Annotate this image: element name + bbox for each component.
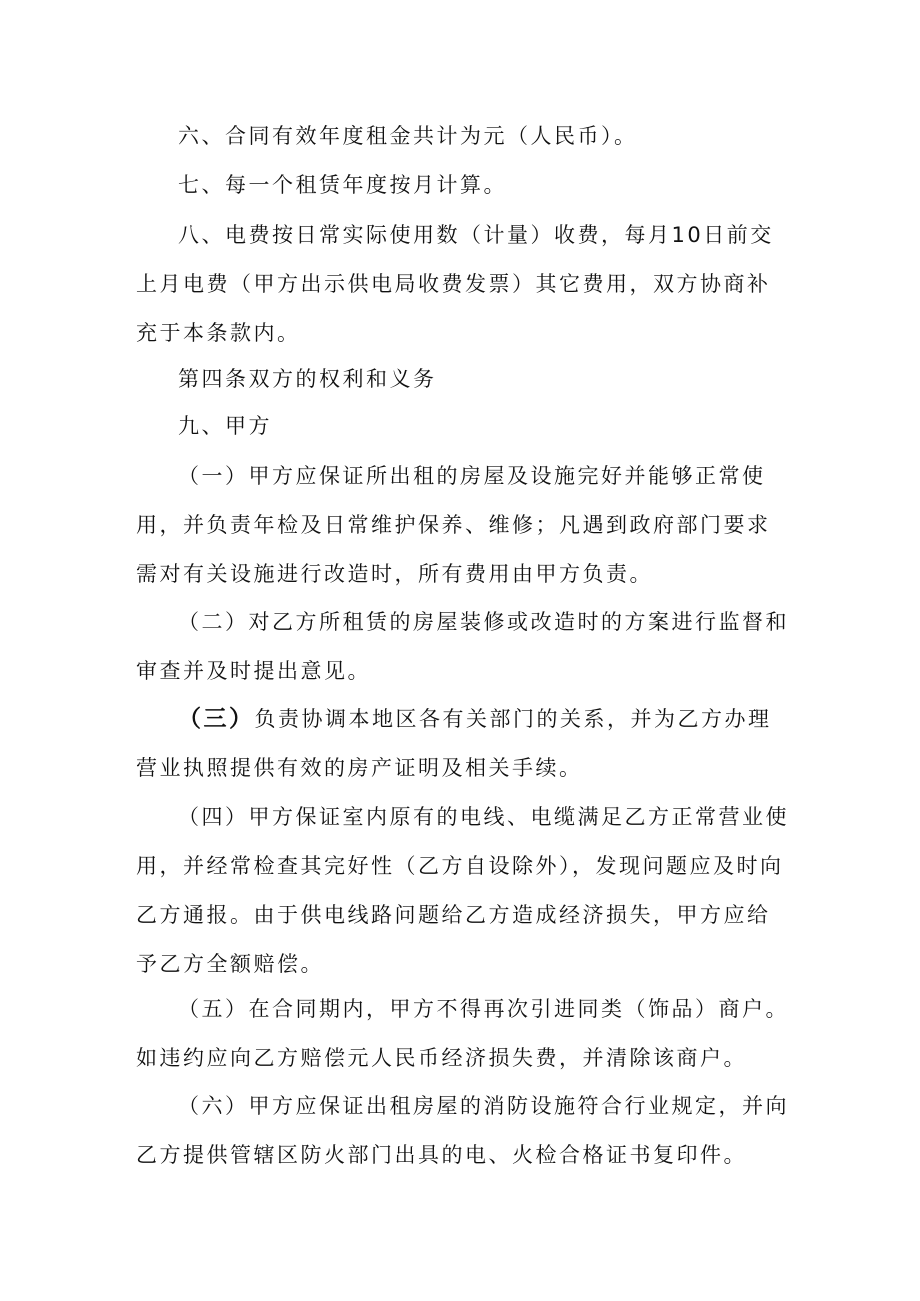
item-five-exclusivity: （五）在合同期内，甲方不得再次引进同类（饰品）商户。如违约应向乙方赔偿元人民币经济损失费，并清除该商户。	[136, 997, 789, 1070]
article-four-heading: 第四条双方的权利和义务	[178, 367, 437, 391]
item-one-facilities: （一）甲方应保证所出租的房屋及设施完好并能够正常使用，并负责年检及日常维护保养、维修；凡遇到政府部门要求需对有关设施进行改造时，所有费用由甲方负责。	[136, 464, 771, 586]
item-three-text: 负责协调本地区各有关部门的关系，并为乙方办理营业执照提供有效的房产证明及相关手续。	[136, 707, 772, 780]
item-three-marker: （三）	[178, 706, 255, 732]
clause-nine-party-a: 九、甲方	[178, 414, 272, 438]
item-two-supervision: （二）对乙方所租赁的房屋装修或改造时的方案进行监督和审查并及时提出意见。	[136, 610, 789, 683]
clause-seven-monthly-calc: 七、每一个租赁年度按月计算。	[178, 173, 507, 197]
clause-eight-electricity: 八、电费按日常实际使用数（计量）收费，每月10日前交上月电费（甲方出示供电局收费发票）其它费用，双方协商补充于本条款内。	[136, 223, 774, 345]
item-six-fire-safety: （六）甲方应保证出租房屋的消防设施符合行业规定，并向乙方提供管辖区防火部门出具的电、火检合格证书复印件。	[136, 1094, 789, 1167]
item-four-wiring: （四）甲方保证室内原有的电线、电缆满足乙方正常营业使用，并经常检查其完好性（乙方自设除外），发现问题应及时向乙方通报。由于供电线路问题给乙方造成经济损失，甲方应给予乙方全额赔偿。	[136, 805, 789, 976]
item-three-coordination	[136, 695, 791, 793]
clause-six-rent-total: 六、合同有效年度租金共计为元（人民币）。	[178, 124, 638, 148]
